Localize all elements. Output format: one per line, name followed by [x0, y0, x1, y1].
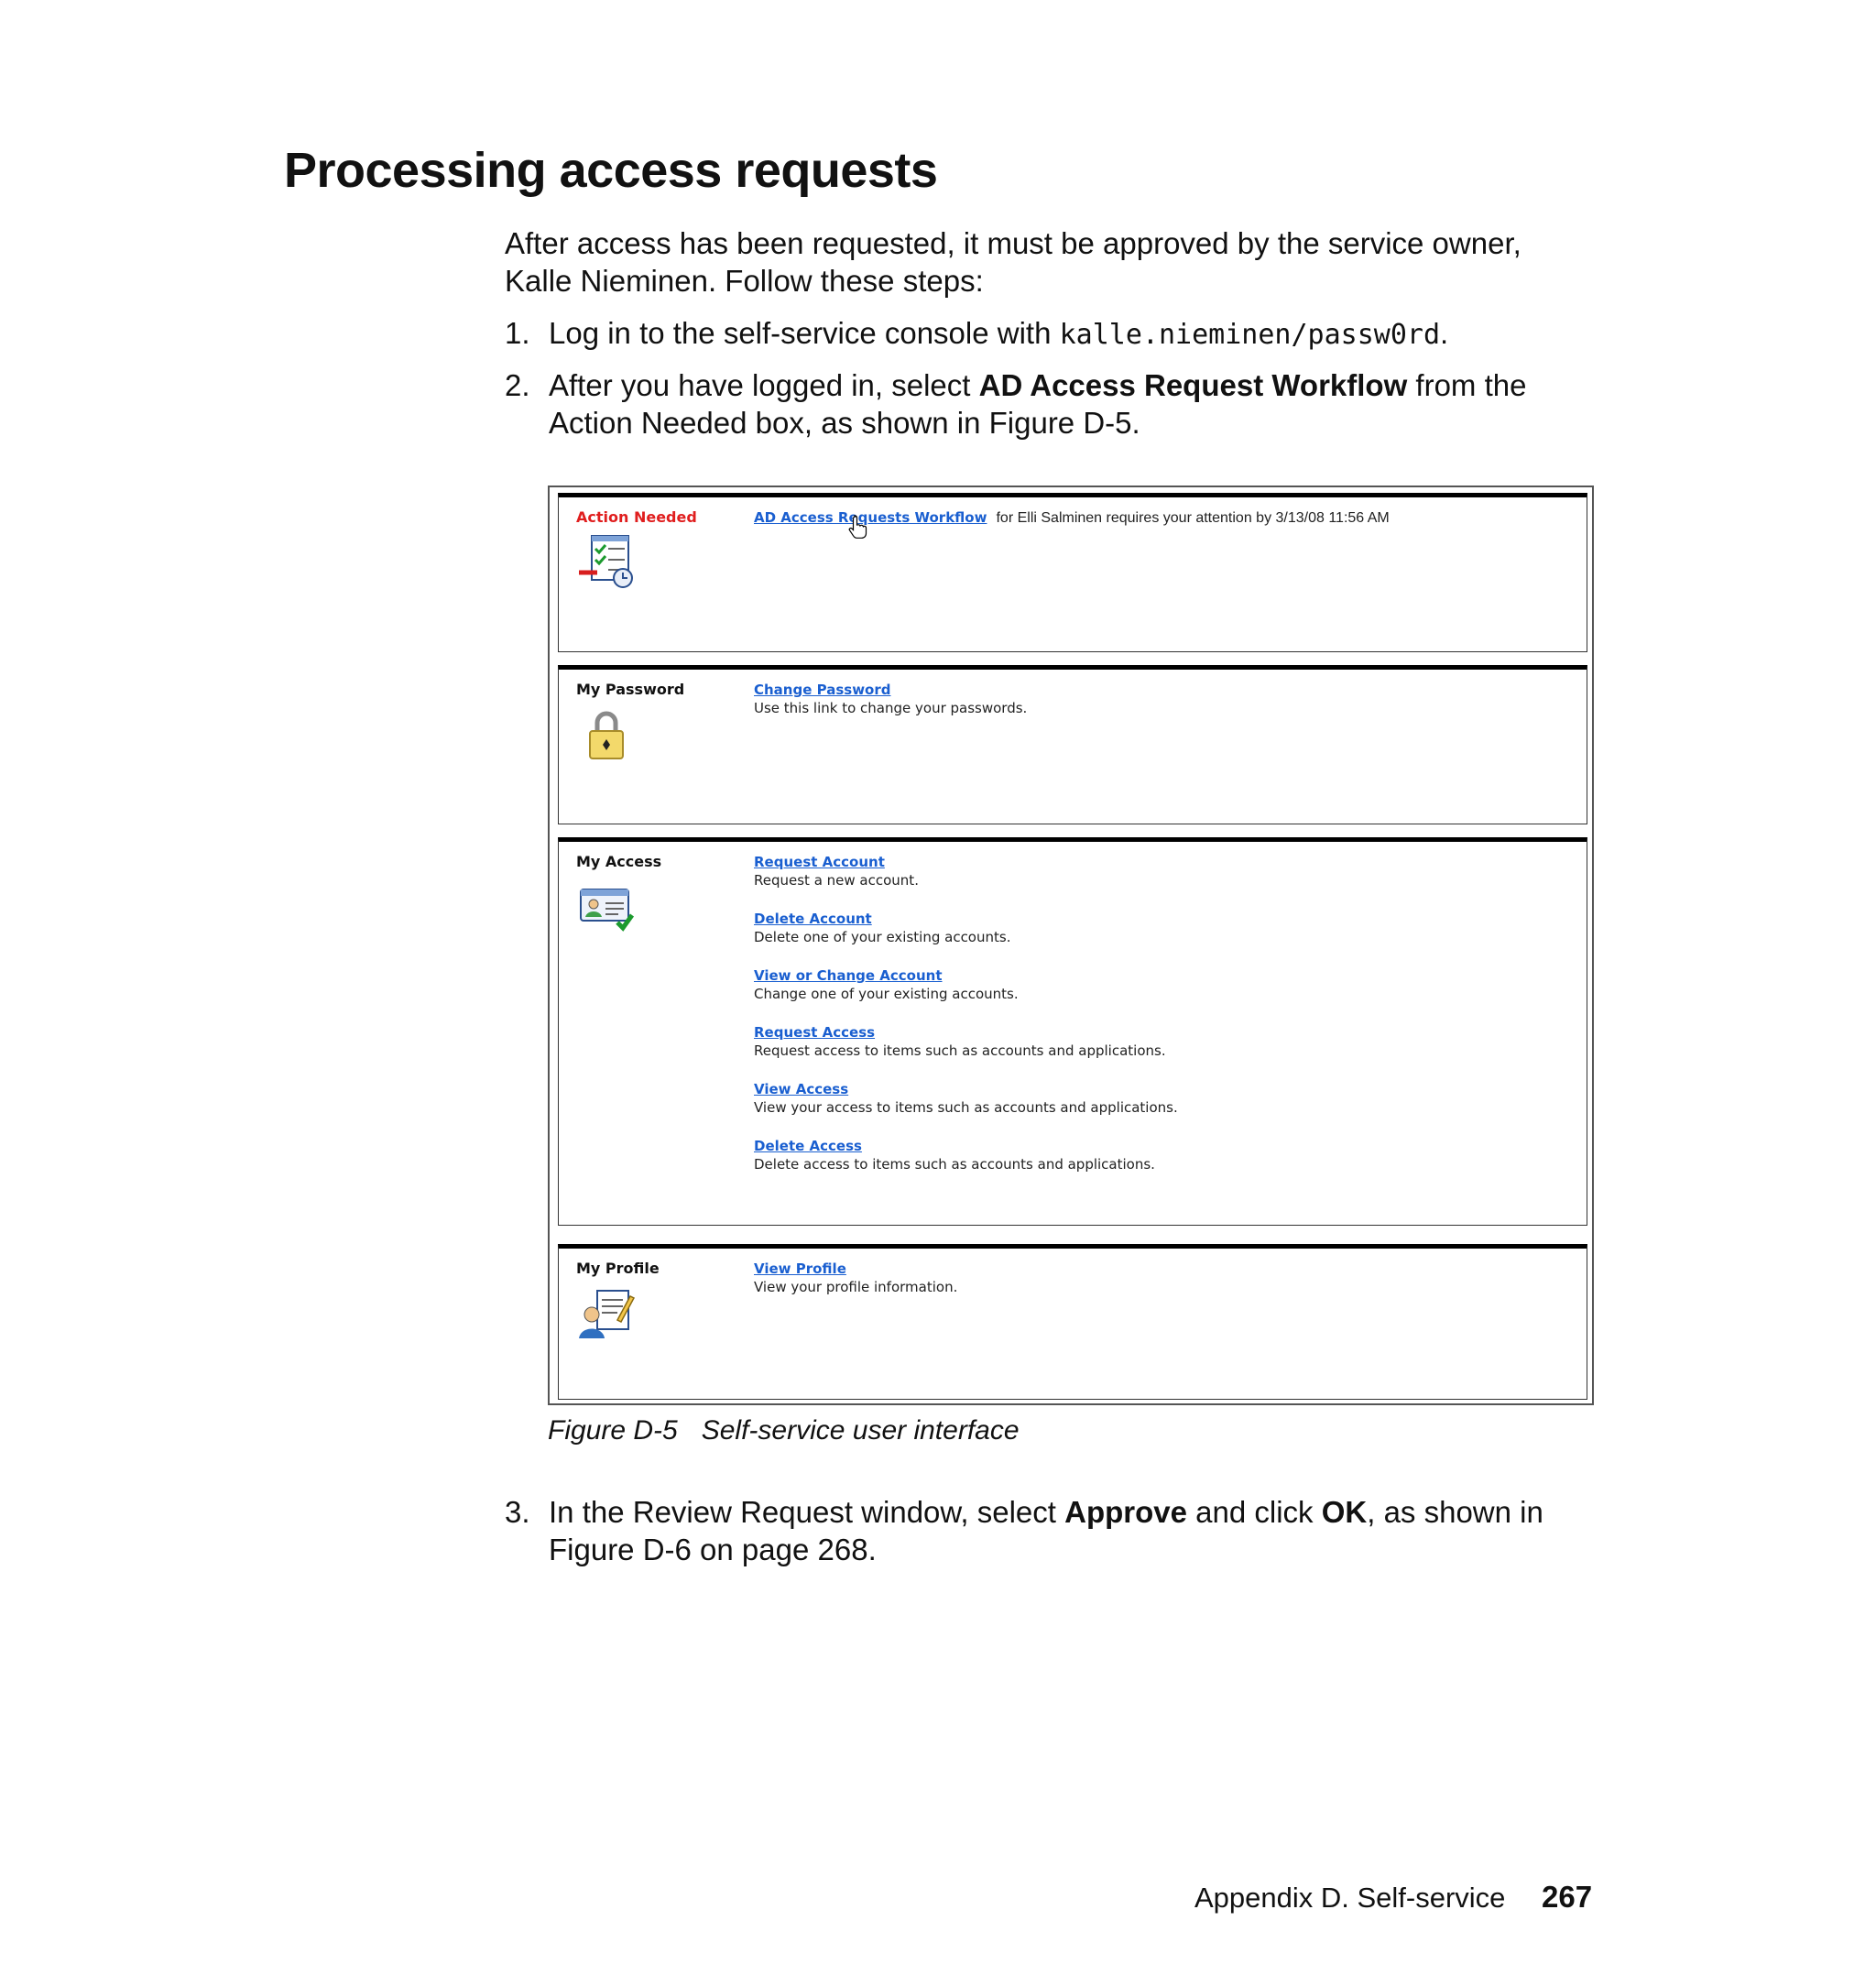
- panel-title: My Access: [576, 853, 662, 870]
- figure-label: Figure D-5: [548, 1415, 678, 1446]
- step-text-mid: and click: [1187, 1495, 1322, 1529]
- panel-title: Action Needed: [576, 508, 697, 526]
- link-description: Delete access to items such as accounts and applications.: [754, 1156, 1155, 1173]
- step-text-end: , as shown in Figure D-6 on page 268.: [549, 1495, 1543, 1566]
- my-access-panel: [558, 837, 1587, 1226]
- delete-account-link[interactable]: Delete Account: [754, 911, 872, 927]
- step-text-end: .: [1440, 316, 1449, 350]
- access-links: [754, 853, 1577, 1173]
- link-item: [754, 853, 1577, 889]
- profile-links: [754, 1260, 1577, 1296]
- my-password-panel: [558, 665, 1587, 824]
- password-links: [754, 681, 1577, 717]
- step-number: 3.: [505, 1495, 530, 1529]
- view-profile-link[interactable]: View Profile: [754, 1260, 846, 1277]
- view-access-link[interactable]: View Access: [754, 1081, 849, 1097]
- link-item: [754, 1137, 1577, 1173]
- action-description: for Elli Salminen requires your attention by 3/13/08 11:56 AM: [996, 510, 1390, 526]
- action-needed-panel: [558, 493, 1587, 652]
- link-description: Change one of your existing accounts.: [754, 986, 1019, 1002]
- self-service-screenshot: [548, 486, 1594, 1405]
- link-description: View your access to items such as accounts and applications.: [754, 1099, 1178, 1116]
- link-item: [754, 1260, 1577, 1296]
- view-or-change-account-link[interactable]: View or Change Account: [754, 967, 943, 984]
- step-2: [505, 366, 1595, 442]
- link-item: [754, 1023, 1577, 1060]
- panel-title: My Password: [576, 681, 685, 698]
- hand-cursor-icon: [847, 514, 869, 540]
- request-access-link[interactable]: Request Access: [754, 1024, 876, 1041]
- step-text: In the Review Request window, select: [549, 1495, 1065, 1529]
- step-text: After you have logged in, select: [549, 368, 979, 402]
- step-number: 2.: [505, 368, 530, 402]
- action-links: [754, 508, 1577, 527]
- link-item: [754, 681, 1577, 717]
- step-text-end: from the Action Needed box, as shown in Figure D-5.: [549, 368, 1527, 440]
- ad-access-requests-workflow-link[interactable]: AD Access Requests Workflow: [754, 509, 987, 526]
- approve-option: Approve: [1064, 1495, 1187, 1529]
- workflow-name: AD Access Request Workflow: [978, 368, 1408, 402]
- delete-access-link[interactable]: Delete Access: [754, 1138, 862, 1154]
- link-item: [754, 910, 1577, 946]
- step-1: [505, 314, 1595, 354]
- intro-paragraph: After access has been requested, it must be approved by the service owner, Kalle Nieminen. Follow these steps:: [505, 226, 1522, 298]
- id-card-icon: [577, 877, 636, 935]
- profile-edit-icon: [577, 1283, 636, 1342]
- panel-title: My Profile: [576, 1260, 660, 1277]
- link-description: Request a new account.: [754, 872, 919, 889]
- link-item: [754, 966, 1577, 1003]
- link-description: View your profile information.: [754, 1279, 958, 1295]
- my-profile-panel: [558, 1244, 1587, 1400]
- login-credentials: kalle.nieminen/passw0rd: [1059, 319, 1441, 351]
- footer-section-title: Appendix D. Self-service: [1194, 1882, 1506, 1914]
- lock-icon: [577, 704, 636, 763]
- link-description: Delete one of your existing accounts.: [754, 929, 1011, 945]
- figure-caption-text: Self-service user interface: [701, 1415, 1020, 1446]
- figure-caption: [548, 1415, 1020, 1446]
- link-description: Request access to items such as accounts and applications.: [754, 1042, 1166, 1059]
- page-number: 267: [1542, 1880, 1593, 1914]
- step-3: [505, 1493, 1595, 1568]
- task-checklist-icon: [577, 532, 636, 591]
- step-number: 1.: [505, 316, 530, 350]
- request-account-link[interactable]: Request Account: [754, 854, 885, 870]
- link-description: Use this link to change your passwords.: [754, 700, 1028, 716]
- link-item: [754, 1080, 1577, 1117]
- step-text: Log in to the self-service console with: [549, 316, 1060, 350]
- change-password-link[interactable]: Change Password: [754, 682, 891, 698]
- ok-option: OK: [1321, 1495, 1368, 1529]
- page-title: Processing access requests: [284, 143, 938, 198]
